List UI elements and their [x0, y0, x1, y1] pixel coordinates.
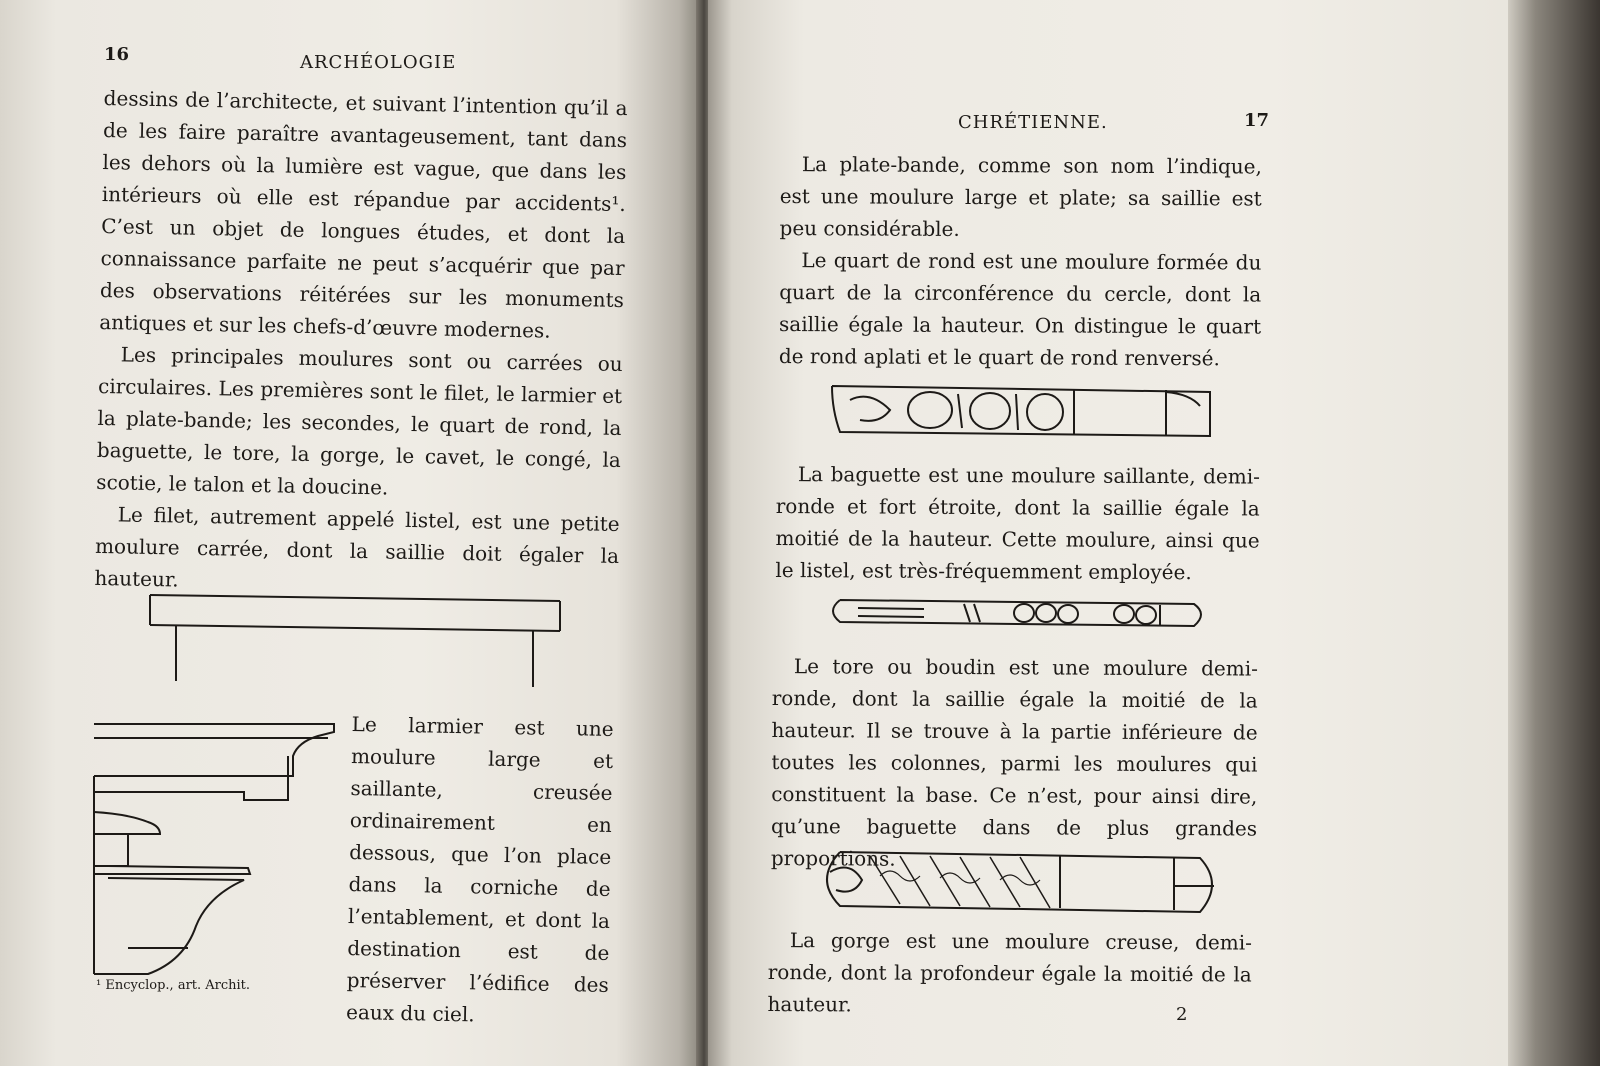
tore-illustration: [810, 846, 1230, 920]
right-running-head: CHRÉTIENNE.: [958, 112, 1108, 133]
larmier-text: Le larmier est une moulure large et saillante, creusée ordinairement en dessous, que l’on place dans la corniche de l’entablement, et dont la destination est de préserver l’édifice des eaux du ciel.: [345, 711, 614, 1027]
paragraph-baguette: La baguette est une moulure saillante, demi-ronde et fort étroite, dont la saillie égale la moitié de la hauteur. Cette moulure, ainsi que le listel, est très-fréquemment employée.: [775, 462, 1260, 585]
footnote: ¹ Encyclop., art. Archit.: [96, 978, 251, 993]
paragraph-gorge: La gorge est une moulure creuse, demi-ronde, dont la profondeur égale la moitié de la hauteur.: [767, 928, 1252, 1017]
left-running-head: ARCHÉOLOGIE: [300, 52, 457, 73]
left-paragraph-2: Les principales moulures sont ou carrées ou circulaires. Les premières sont le filet, le larmier et la plate-bande; les secondes, le quart de rond, la baguette, le tore, la gorge, le cavet, le congé, la scotie, le talon et la doucine.: [96, 342, 623, 500]
left-body-text: [94, 82, 628, 604]
signature-mark: 2: [1176, 1004, 1188, 1025]
right-page: [708, 0, 1508, 1066]
larmier-illustration: [88, 716, 348, 986]
quart-de-rond-illustration: [830, 380, 1220, 444]
left-paragraph-3: Le filet, autrement appelé listel, est une petite moulure carrée, dont la saillie doit égaler la hauteur.: [94, 502, 620, 592]
plate-bande-text: [779, 148, 1262, 375]
paragraph-plate-bande: La plate-bande, comme son nom l’indique, est une moulure large et plate; sa saillie est peu considérable.: [779, 152, 1262, 241]
left-page-number: 16: [104, 44, 130, 65]
right-page-number: 17: [1244, 110, 1270, 131]
baguette-illustration: [824, 594, 1214, 634]
left-paragraph-1: dessins de l’architecte, et suivant l’intention qu’il a de les faire paraître avantageusement, tant dans les dehors où la lumière est vague, que dans les intérieurs où elle est répandue par accidents¹. C’est un objet de longues études, et dont la connaissance parfaite ne peut s’acquérir que par des observations réitérées sur les monuments antiques et sur les chefs-d’œuvre modernes.: [99, 85, 628, 343]
tore-text: [771, 650, 1258, 877]
left-page: [0, 0, 700, 1066]
filet-illustration: [140, 585, 580, 695]
page-edges: [1508, 0, 1600, 1066]
paragraph-quart-de-rond: Le quart de rond est une moulure formée du quart de la circonférence du cercle, dont la saillie égale la hauteur. On distingue le quart de rond aplati et le quart de rond renversé.: [778, 248, 1262, 371]
baguette-text: [775, 458, 1260, 589]
paragraph-tore: Le tore ou boudin est une moulure demi-ronde, dont la saillie égale la moitié de la hauteur. Il se trouve à la partie inférieure de toutes les colonnes, parmi les moulures qui constituent la base. Ce n’est, pour ainsi dire, qu’une baguette dans de plus grandes proportions.: [770, 654, 1258, 871]
